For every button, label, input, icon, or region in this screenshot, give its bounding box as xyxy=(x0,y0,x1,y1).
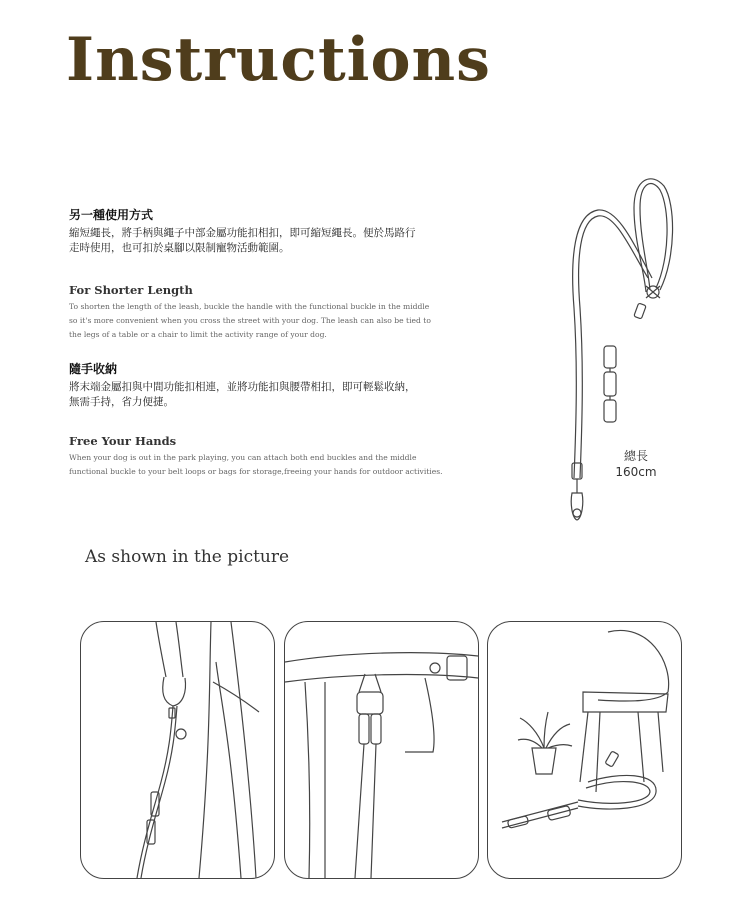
leash-tied-to-chair-leg-illustration xyxy=(487,621,682,879)
section-zh-heading: 隨手收納 xyxy=(69,362,118,376)
section-free-hands xyxy=(69,361,489,410)
leash-clipped-to-belt-illustration xyxy=(284,621,479,879)
shown-heading: As shown in the picture xyxy=(85,547,290,567)
section-zh-heading: 另一種使用方式 xyxy=(69,208,154,222)
section-en-body: When your dog is out in the park playing, you can attach both end buckles and the middle functional buckle to your belt loops or bags for storage,freeing your hands for outdoor activities. xyxy=(69,453,443,476)
hand-holding-shortened-leash-illustration xyxy=(80,621,275,879)
page-title: Instructions xyxy=(66,25,491,95)
section-en-heading: Free Your Hands xyxy=(69,434,177,448)
section-shorter-length xyxy=(69,207,489,256)
section-en-free-hands xyxy=(69,434,509,479)
section-zh-body: 將末端金屬扣與中間功能扣相連，並將功能扣與腰帶相扣，即可輕鬆收納， 無需手持，省力便捷。 xyxy=(69,381,416,408)
section-en-body: To shorten the length of the leash, buckle the handle with the functional buckle in the middle so it's more convenient when you cross the street with your dog. The leash can also be tied to the legs of a table or a chair to limit the activity range of your dog. xyxy=(69,302,431,339)
section-en-heading: For Shorter Length xyxy=(69,283,193,297)
section-en-shorter-length xyxy=(69,283,499,342)
total-length-value: 160cm xyxy=(615,465,657,479)
total-length-title: 總長 xyxy=(623,449,648,463)
total-length-label xyxy=(608,448,664,480)
section-zh-body: 縮短繩長，將手柄與繩子中部金屬功能扣相扣，即可縮短繩長。便於馬路行 走時使用，也可扣於桌腳以限制寵物活動範圍。 xyxy=(69,227,416,254)
